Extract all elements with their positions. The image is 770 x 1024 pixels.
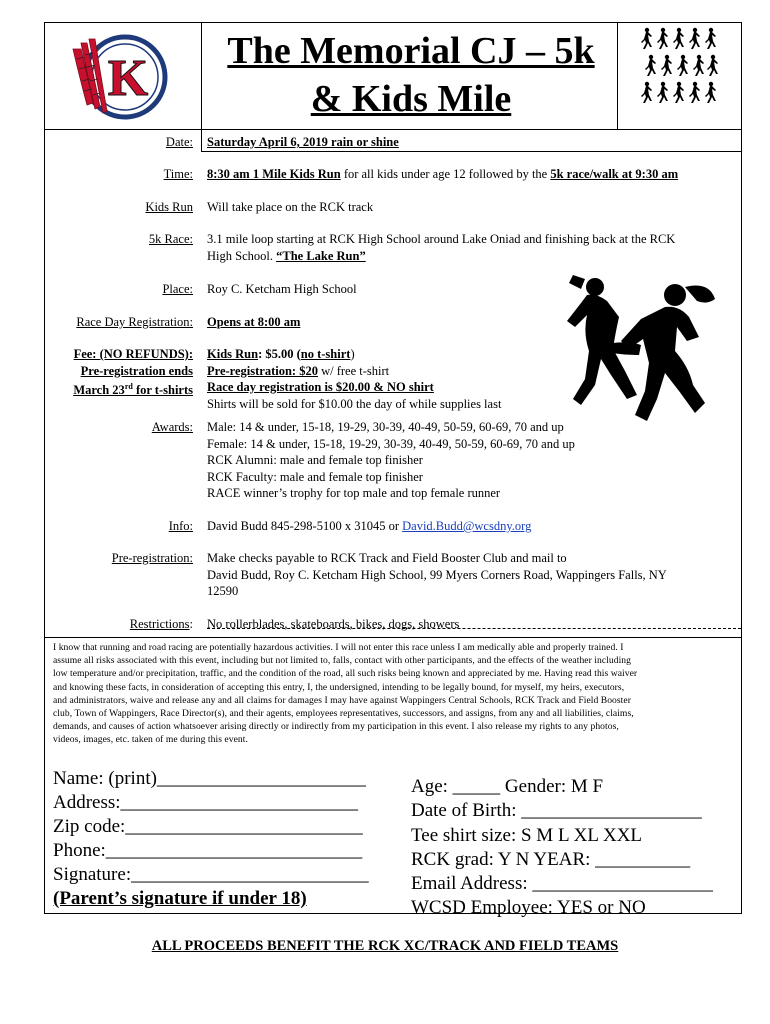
restrictions-label-text: Restrictions	[129, 617, 190, 631]
contact-email-link[interactable]: David.Budd@wcsdny.org	[402, 519, 532, 533]
awards-line: Male: 14 & under, 15-18, 19-29, 30-39, 40-49, 50-59, 60-69, 70 and up	[207, 420, 564, 434]
fee-label-tshirts: for t-shirts	[132, 383, 193, 398]
awards-value	[207, 419, 737, 502]
kids-run-value: Will take place on the RCK track	[207, 200, 374, 214]
footer-banner: ALL PROCEEDS BENEFIT THE RCK XC/TRACK AND FIELD TEAMS	[151, 938, 619, 954]
awards-line: RCK Alumni: male and female top finisher	[207, 453, 423, 467]
prereg-line: 12590	[207, 584, 239, 598]
page-title	[201, 27, 621, 123]
fee-no-tshirt: no t-shirt	[300, 347, 351, 361]
rck-logo-icon	[65, 29, 175, 125]
header-divider-right	[617, 23, 618, 130]
fee-shirts-sale: Shirts will be sold for $10.00 the day of while supplies last	[207, 396, 502, 411]
race-5k-value	[207, 231, 737, 264]
runners-silhouette-icon	[567, 275, 717, 425]
restrictions-label	[45, 616, 193, 633]
name-field[interactable]: Name: (print)______________________	[53, 768, 366, 789]
title-line-1: The Memorial CJ – 5k	[227, 30, 595, 72]
fee-race-day: Race day registration is $20.00 & NO shirt	[207, 380, 434, 394]
kids-run-label: Kids Run	[145, 200, 193, 214]
time-kids-run: 8:30 am 1 Mile Kids Run	[207, 167, 341, 181]
place-label: Place:	[162, 282, 193, 296]
fee-label-line-1: Fee: (NO REFUNDS):	[73, 347, 193, 361]
fee-value	[207, 346, 567, 412]
entry-form-left	[53, 767, 393, 911]
address-field[interactable]: Address:_________________________	[53, 792, 359, 813]
fee-kids-price: : $5.00 (	[258, 347, 301, 361]
prereg-line: Make checks payable to RCK Track and Field Booster Club and mail to	[207, 551, 567, 565]
info-label: Info:	[168, 519, 193, 533]
lake-run-name: “The Lake Run”	[276, 248, 366, 263]
date-value: Saturday April 6, 2019 rain or shine	[207, 135, 399, 149]
date-of-birth-field[interactable]: Date of Birth: ___________________	[411, 800, 702, 822]
zip-code-field[interactable]: Zip code:_________________________	[53, 816, 363, 837]
place-value: Roy C. Ketcham High School	[207, 282, 357, 296]
prereg-label: Pre-registration:	[111, 551, 193, 565]
waiver-line: videos, images, etc. taken of me during this event.	[53, 734, 248, 746]
race-day-label: Race Day Registration:	[76, 315, 193, 329]
time-middle-text: for all kids under age 12 followed by the	[340, 167, 551, 181]
race-5k-line-1: 3.1 mile loop starting at RCK High School around Lake Oniad and finishing back at the RCK	[207, 232, 676, 246]
age-gender-field[interactable]: Age: _____ Gender: M F	[411, 776, 604, 797]
fee-label	[45, 346, 193, 399]
fee-label-ordinal: rd	[124, 382, 133, 391]
time-5k-race: 5k race/walk at 9:30 am	[550, 167, 679, 181]
awards-label: Awards:	[151, 420, 193, 434]
waiver-line: low temperature and/or precipitation, traffic, and the condition of the road, all such risks being known and appreciated by me. Having read this waiver	[53, 668, 638, 680]
fee-free-tshirt: w/ free t-shirt	[317, 363, 390, 378]
header-bottom-line	[45, 129, 741, 130]
waiver-line: club, Town of Wappingers, Race Director(s), and their agents, employees representatives, successors, and assigns, from any and all liabilities, claims,	[53, 708, 634, 720]
awards-line: RACE winner’s trophy for top male and top female runner	[207, 486, 501, 500]
restrictions-dashed-rule	[207, 628, 741, 629]
waiver-line: and knowing these facts, in consideration of accepting this entry, I, the undersigned, intending to be legally bound, for myself, my heirs, executors,	[53, 681, 625, 693]
fee-label-line-2: Pre-registration ends	[80, 363, 193, 378]
info-contact: David Budd 845-298-5100 x 31045 or	[207, 519, 403, 533]
signature-field[interactable]: Signature:_________________________	[53, 864, 369, 885]
waiver-top-line	[45, 637, 741, 638]
race-day-value: Opens at 8:00 am	[207, 315, 301, 329]
time-label: Time:	[163, 167, 193, 181]
flyer-header	[45, 23, 741, 130]
rck-grad-field[interactable]: RCK grad: Y N YEAR: __________	[411, 848, 691, 870]
parent-signature-note: (Parent’s signature if under 18)	[53, 888, 307, 909]
restrictions-value: No rollerblades, skateboards, bikes, dogs, showers	[207, 617, 460, 631]
waiver-line: demands, and causes of action whatsoever arising directly or indirectly from my participation in this event. I also release my rights to any photos,	[53, 721, 619, 733]
fee-kids-close: )	[350, 347, 355, 361]
time-value	[207, 166, 737, 183]
waiver-line: and administrators, waive and release any and all claims for damages I may have against Wappingers Central Schools, RCK Track and Field Booster	[53, 694, 631, 706]
fee-preregistration: Pre-registration: $20	[207, 363, 318, 378]
fee-label-line-3	[45, 379, 193, 399]
waiver-text	[53, 641, 737, 747]
svg-text:K: K	[107, 50, 149, 107]
email-address-field[interactable]: Email Address: ___________________	[411, 873, 713, 895]
runners-icon	[641, 27, 721, 105]
wcsd-employee-field[interactable]: WCSD Employee: YES or NO	[411, 897, 646, 919]
date-label: Date:	[165, 135, 193, 149]
info-value	[207, 518, 737, 535]
prereg-value	[207, 550, 737, 600]
title-line-2: & Kids Mile	[310, 78, 512, 120]
fee-label-date: March 23	[73, 383, 125, 398]
phone-field[interactable]: Phone:___________________________	[53, 840, 363, 861]
flyer-frame	[44, 22, 742, 919]
tee-shirt-size-field[interactable]: Tee shirt size: S M L XL XXL	[411, 824, 643, 846]
awards-line: Female: 14 & under, 15-18, 19-29, 30-39, 40-49, 50-59, 60-69, 70 and up	[207, 436, 575, 451]
awards-line: RCK Faculty: male and female top finisher	[207, 469, 423, 484]
race-5k-line-2: High School.	[207, 248, 277, 263]
date-divider	[201, 129, 202, 152]
waiver-line: assume all risks associated with this event, including but not limited to, falls, contact with other participants, and the effects of the weather including	[53, 655, 631, 667]
race-5k-label: 5k Race:	[148, 232, 193, 246]
waiver-line: I know that running and road racing are potentially hazardous activities. I will not enter this race unless I am medically able and properly trained. I	[53, 642, 624, 653]
date-underline-rule	[201, 151, 741, 152]
header-divider-left	[201, 23, 202, 130]
prereg-line: David Budd, Roy C. Ketcham High School, 99 Myers Corners Road, Wappingers Falls, NY	[207, 567, 667, 582]
fee-kids-run: Kids Run	[207, 347, 259, 361]
restrictions-colon: :	[189, 617, 193, 631]
entry-form-right	[411, 775, 741, 921]
